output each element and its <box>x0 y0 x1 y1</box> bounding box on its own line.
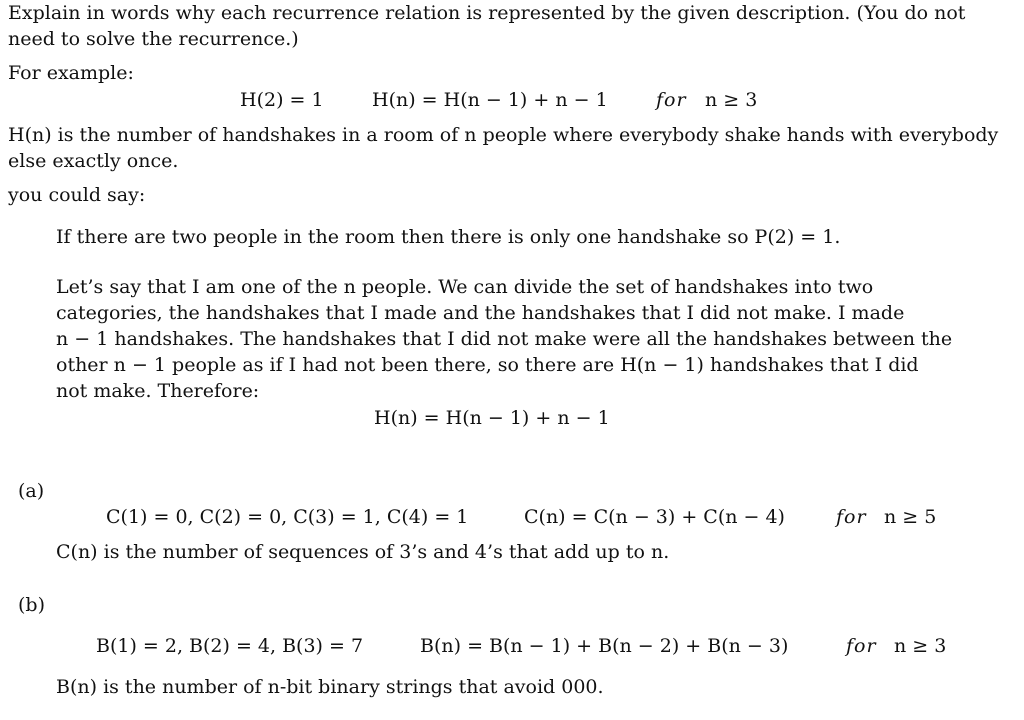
example-condition: n ≥ 3 <box>705 89 758 111</box>
explanation-line-5: not make. Therefore: <box>56 380 260 402</box>
could-say-label: you could say: <box>8 184 146 206</box>
part-b-label: (b) <box>18 594 45 616</box>
part-a-description: C(n) is the number of sequences of 3’s and 4’s that add up to n. <box>56 541 670 563</box>
explanation-line-2: categories, the handshakes that I made and the handshakes that I did not make. I made <box>56 302 905 324</box>
example-base-case: H(2) = 1 <box>240 89 324 111</box>
part-b-recurrence: B(n) = B(n − 1) + B(n − 2) + B(n − 3) <box>420 635 789 657</box>
intro-line-1: Explain in words why each recurrence relation is represented by the given description. (You do not <box>8 2 966 24</box>
part-b-condition: n ≥ 3 <box>894 635 947 657</box>
example-for-word: for <box>656 89 687 111</box>
example-description-line-1: H(n) is the number of handshakes in a room of n people where everybody shake hands with everybody <box>8 124 999 146</box>
part-a-label: (a) <box>18 480 45 502</box>
part-a-condition: n ≥ 5 <box>884 506 937 528</box>
part-b-description: B(n) is the number of n-bit binary strings that avoid 000. <box>56 676 604 698</box>
example-recurrence: H(n) = H(n − 1) + n − 1 <box>372 89 608 111</box>
part-a-recurrence: C(n) = C(n − 3) + C(n − 4) <box>524 506 785 528</box>
explanation-line-4: other n − 1 people as if I had not been there, so there are H(n − 1) handshakes that I did <box>56 354 919 376</box>
part-b-base-cases: B(1) = 2, B(2) = 4, B(3) = 7 <box>96 635 364 657</box>
explanation-line-3: n − 1 handshakes. The handshakes that I did not make were all the handshakes between the <box>56 328 953 350</box>
example-final-equation: H(n) = H(n − 1) + n − 1 <box>374 407 610 429</box>
part-a-base-cases: C(1) = 0, C(2) = 0, C(3) = 1, C(4) = 1 <box>106 506 469 528</box>
example-label: For example: <box>8 62 134 84</box>
explanation-line-1: Let’s say that I am one of the n people. We can divide the set of handshakes into two <box>56 276 874 298</box>
part-b-for-word: for <box>846 635 877 657</box>
example-description-line-2: else exactly once. <box>8 150 179 172</box>
part-a-for-word: for <box>836 506 867 528</box>
explanation-paragraph-1: If there are two people in the room then there is only one handshake so P(2) = 1. <box>56 226 841 248</box>
intro-line-2: need to solve the recurrence.) <box>8 28 299 50</box>
